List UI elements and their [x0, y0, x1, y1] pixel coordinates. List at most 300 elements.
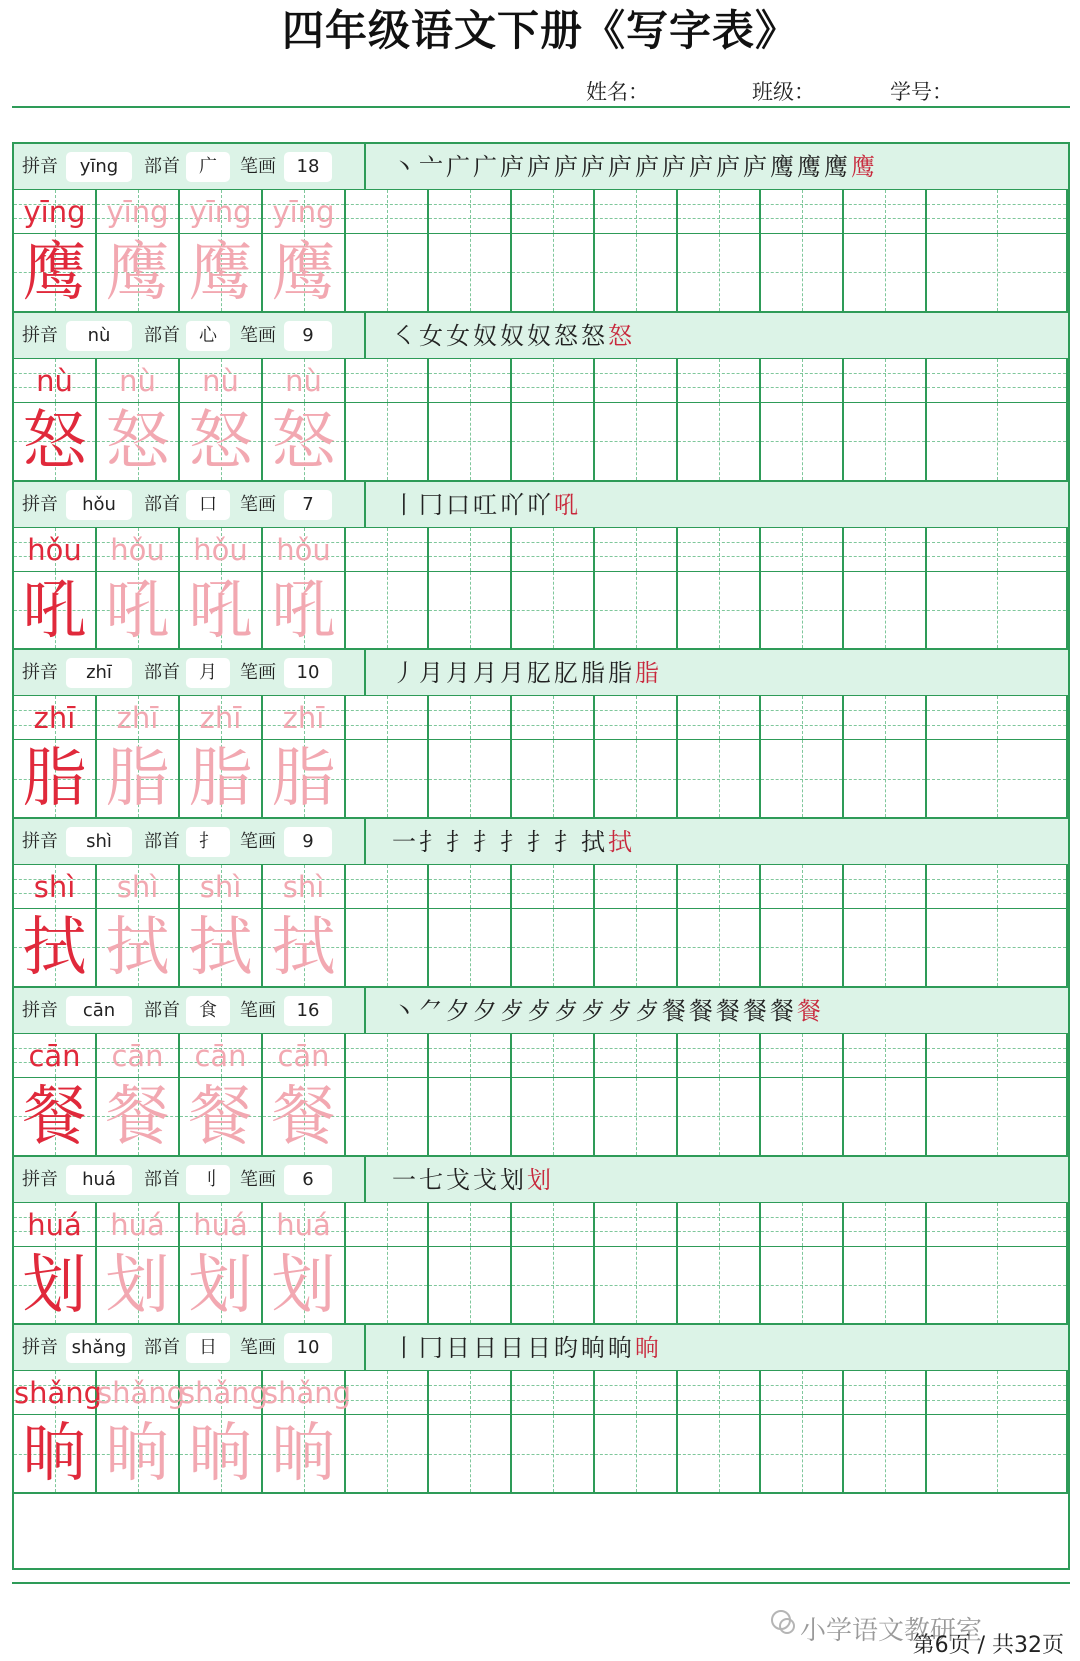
pinyin-cell [678, 1371, 761, 1414]
character-cell [429, 909, 512, 986]
pinyin-cell [761, 865, 844, 908]
character-model: 餐 [22, 1079, 87, 1154]
character-cell [429, 403, 512, 480]
stroke-step: 划 [500, 1165, 527, 1194]
character-trace: 拭 [188, 911, 253, 985]
character-cell [761, 403, 844, 480]
entry-header [14, 988, 1068, 1034]
entry-block [14, 988, 1068, 1157]
pinyin-trace: cān [277, 1038, 330, 1073]
character-cell [927, 234, 1068, 311]
pinyin-cell [97, 1034, 180, 1077]
pinyin-cell [14, 696, 97, 739]
stroke-step: 月 [473, 659, 500, 688]
stroke-step: 庐 [716, 153, 743, 181]
character-trace: 划 [271, 1248, 336, 1323]
pinyin-row [14, 1371, 1068, 1415]
pinyin-cell [927, 359, 1068, 402]
character-cell [927, 1078, 1068, 1155]
character-trace: 鹰 [105, 236, 170, 310]
pinyin-cell [180, 528, 263, 571]
pinyin-cell [346, 359, 429, 402]
header-divider [12, 106, 1070, 108]
strokes-value: 9 [284, 321, 332, 351]
stroke-step: 日 [473, 1334, 500, 1363]
pinyin-cell [429, 865, 512, 908]
pinyin-cell [180, 1034, 263, 1077]
stroke-step: 鹰 [797, 153, 824, 181]
entry-header [14, 482, 1068, 528]
character-model: 拭 [22, 911, 87, 985]
pinyin-cell [761, 696, 844, 739]
stroke-step: 丿 [392, 659, 419, 688]
stroke-step: 晌 [581, 1334, 608, 1363]
pinyin-cell [595, 1034, 678, 1077]
character-trace: 吼 [105, 573, 170, 648]
pinyin-cell [429, 359, 512, 402]
pinyin-cell [927, 1371, 1068, 1414]
strokes-label: 笔画 [240, 156, 276, 177]
character-trace: 划 [105, 1248, 170, 1323]
character-cell [927, 909, 1068, 986]
column-divider [364, 1325, 366, 1371]
character-cell [263, 572, 346, 649]
character-cell [678, 234, 761, 311]
character-cell [761, 572, 844, 649]
character-cell [429, 1078, 512, 1155]
pinyin-trace: nù [119, 363, 156, 398]
page-title: 四年级语文下册《写字表》 [281, 6, 798, 55]
character-cell [678, 1078, 761, 1155]
stroke-step: 脂 [581, 659, 608, 688]
stroke-step: 叿 [473, 490, 500, 519]
stroke-step: 女 [419, 321, 446, 350]
page-number: 第6页 / 共32页 [912, 1633, 1064, 1658]
pinyin-cell [844, 1034, 927, 1077]
stroke-order [392, 650, 662, 696]
stroke-step: 脂 [635, 659, 662, 688]
pinyin-cell [180, 696, 263, 739]
character-cell [429, 740, 512, 817]
character-cell [346, 909, 429, 986]
character-cell [844, 403, 927, 480]
pinyin-cell [180, 190, 263, 233]
character-cell [97, 1078, 180, 1155]
stroke-step: 奴 [500, 321, 527, 350]
stroke-step: 口 [446, 490, 473, 519]
stroke-step: 怒 [608, 321, 635, 350]
stroke-step: 划 [527, 1165, 554, 1194]
pinyin-cell [97, 1371, 186, 1414]
stroke-step: 庐 [662, 153, 689, 181]
pinyin-cell [97, 696, 180, 739]
pinyin-cell [678, 190, 761, 233]
pinyin-trace: yīng [272, 195, 335, 229]
pinyin-trace: zhī [199, 701, 242, 736]
pinyin-model: yīng [23, 195, 86, 229]
stroke-step: 日 [500, 1334, 527, 1363]
character-cell [678, 403, 761, 480]
pinyin-label: 拼音 [22, 156, 58, 177]
pinyin-cell [512, 865, 595, 908]
pinyin-cell [97, 528, 180, 571]
stroke-step: 怒 [554, 321, 581, 350]
radical-label: 部首 [144, 156, 180, 177]
character-model: 脂 [22, 742, 87, 817]
character-trace: 吼 [271, 573, 336, 648]
pinyin-label: 拼音 [22, 999, 58, 1021]
pinyin-cell [844, 1371, 927, 1414]
entry-block [14, 650, 1068, 819]
pinyin-trace: huá [276, 1207, 331, 1242]
character-cell [97, 740, 180, 817]
stroke-step: 怒 [581, 321, 608, 350]
entry-header [14, 1325, 1068, 1371]
pinyin-value: huá [66, 1165, 132, 1195]
character-model: 晌 [22, 1417, 87, 1492]
stroke-step: 七 [419, 1165, 446, 1194]
character-trace: 脂 [105, 742, 170, 817]
pinyin-cell [678, 1203, 761, 1246]
pinyin-cell [180, 359, 263, 402]
stroke-step: 庐 [608, 153, 635, 181]
stroke-step: 丶 [392, 153, 419, 181]
character-cell [512, 234, 595, 311]
radical-value: 刂 [186, 1165, 230, 1195]
character-cell [761, 909, 844, 986]
entry-header [14, 144, 1068, 190]
stroke-step: 奴 [527, 321, 554, 350]
pinyin-model: cān [28, 1038, 81, 1073]
class-label: 班级： [752, 80, 815, 104]
pinyin-label: 拼音 [22, 1337, 58, 1359]
stroke-step: 冂 [419, 490, 446, 519]
footer-divider [12, 1582, 1070, 1584]
character-trace: 拭 [105, 911, 170, 985]
pinyin-cell [512, 696, 595, 739]
stroke-step: 广 [473, 153, 500, 181]
pinyin-label: 拼音 [22, 662, 58, 684]
pinyin-trace: hǒu [276, 532, 331, 567]
stroke-order [392, 988, 824, 1034]
stroke-step: 庐 [581, 153, 608, 181]
character-cell [761, 1415, 844, 1492]
character-cell [97, 234, 180, 311]
character-cell [595, 572, 678, 649]
pinyin-cell [14, 359, 97, 402]
character-cell [678, 909, 761, 986]
pinyin-cell [595, 528, 678, 571]
pinyin-trace: cān [194, 1038, 247, 1073]
character-cell [595, 909, 678, 986]
pinyin-cell [14, 528, 97, 571]
character-cell [346, 1415, 429, 1492]
character-cell [346, 740, 429, 817]
pinyin-cell [761, 190, 844, 233]
character-cell [844, 1078, 927, 1155]
character-cell [595, 403, 678, 480]
pinyin-cell [346, 190, 429, 233]
character-cell [263, 1415, 346, 1492]
stroke-step: 拭 [581, 828, 608, 856]
pinyin-cell [97, 359, 180, 402]
character-cell [429, 234, 512, 311]
character-cell [346, 572, 429, 649]
character-cell [97, 572, 180, 649]
character-cell [844, 909, 927, 986]
character-model: 怒 [22, 404, 87, 479]
stroke-step: 餐 [797, 996, 824, 1025]
pinyin-cell [595, 1371, 678, 1414]
radical-value: 月 [186, 658, 230, 688]
character-row [14, 234, 1068, 313]
stroke-step: 拭 [608, 828, 635, 856]
pinyin-value: shì [66, 827, 132, 857]
strokes-value: 9 [284, 827, 332, 857]
pinyin-value: nù [66, 321, 132, 351]
pinyin-trace: huá [193, 1207, 248, 1242]
stroke-step: 庐 [743, 153, 770, 181]
character-cell [844, 572, 927, 649]
character-trace: 鹰 [188, 236, 253, 310]
character-cell [512, 403, 595, 480]
pinyin-cell [429, 1034, 512, 1077]
pinyin-cell [263, 1371, 352, 1414]
character-cell [263, 403, 346, 480]
character-cell [180, 740, 263, 817]
strokes-label: 笔画 [240, 662, 276, 684]
column-divider [364, 482, 366, 528]
pinyin-cell [927, 1034, 1068, 1077]
pinyin-cell [927, 1203, 1068, 1246]
stroke-step: ⺈ [419, 996, 446, 1025]
pinyin-cell [761, 359, 844, 402]
pinyin-cell [678, 528, 761, 571]
stroke-step: 女 [446, 321, 473, 350]
character-row [14, 1078, 1068, 1157]
pinyin-cell [595, 190, 678, 233]
character-cell [927, 740, 1068, 817]
character-model: 划 [22, 1248, 87, 1323]
pinyin-cell [761, 1371, 844, 1414]
stroke-step: 吖 [500, 490, 527, 519]
character-cell [180, 1415, 263, 1492]
radical-value: 扌 [186, 827, 230, 857]
radical-label: 部首 [144, 1337, 180, 1359]
pinyin-trace: huá [110, 1207, 165, 1242]
stroke-step: 歺 [608, 996, 635, 1025]
character-cell [346, 403, 429, 480]
entry-block [14, 1325, 1068, 1494]
pinyin-label: 拼音 [22, 324, 58, 346]
watermark: 小学语文教研室 [800, 1616, 983, 1646]
character-cell [761, 234, 844, 311]
stroke-order [392, 482, 581, 528]
strokes-label: 笔画 [240, 1168, 276, 1190]
character-row [14, 572, 1068, 651]
pinyin-trace: shì [116, 870, 159, 904]
character-cell [14, 1415, 97, 1492]
character-trace: 餐 [105, 1079, 170, 1154]
character-cell [97, 909, 180, 986]
character-cell [346, 1078, 429, 1155]
pinyin-cell [180, 1203, 263, 1246]
character-cell [180, 234, 263, 311]
pinyin-cell [346, 1034, 429, 1077]
pinyin-trace: zhī [116, 701, 159, 736]
character-cell [927, 572, 1068, 649]
stroke-step: 吼 [554, 490, 581, 519]
character-cell [14, 403, 97, 480]
radical-value: 广 [186, 152, 230, 182]
pinyin-cell [263, 190, 346, 233]
character-cell [678, 572, 761, 649]
pinyin-cell [844, 1203, 927, 1246]
entry-block [14, 1157, 1068, 1326]
pinyin-cell [429, 1371, 512, 1414]
character-cell [97, 1415, 180, 1492]
name-label: 姓名： [586, 80, 649, 104]
stroke-order [392, 1325, 662, 1371]
character-row [14, 740, 1068, 819]
pinyin-cell [595, 865, 678, 908]
character-row [14, 1247, 1068, 1326]
stroke-step: 扌 [446, 828, 473, 856]
stroke-step: 戈 [473, 1165, 500, 1194]
entry-block [14, 819, 1068, 988]
stroke-step: 丶 [392, 996, 419, 1025]
pinyin-trace: shǎng [263, 1376, 352, 1411]
character-cell [844, 1247, 927, 1324]
stroke-step: 鹰 [851, 153, 878, 181]
character-model: 吼 [22, 573, 87, 648]
stroke-step: 月 [446, 659, 473, 688]
character-cell [429, 572, 512, 649]
pinyin-cell [512, 1203, 595, 1246]
stroke-step: 歺 [554, 996, 581, 1025]
strokes-value: 10 [284, 1333, 332, 1363]
entry-block [14, 482, 1068, 651]
pinyin-cell [761, 1203, 844, 1246]
entry-header [14, 313, 1068, 359]
pinyin-value: yīng [66, 152, 132, 182]
pinyin-row [14, 1203, 1068, 1247]
pinyin-cell [844, 359, 927, 402]
pinyin-trace: zhī [282, 701, 325, 736]
strokes-label: 笔画 [240, 493, 276, 515]
character-cell [927, 403, 1068, 480]
pinyin-cell [14, 865, 97, 908]
strokes-value: 18 [284, 152, 332, 182]
character-cell [844, 234, 927, 311]
character-trace: 怒 [105, 404, 170, 479]
stroke-step: 扌 [473, 828, 500, 856]
stroke-step: 歺 [581, 996, 608, 1025]
column-divider [364, 988, 366, 1034]
radical-value: 心 [186, 321, 230, 351]
pinyin-cell [263, 1034, 346, 1077]
strokes-label: 笔画 [240, 324, 276, 346]
stroke-step: 一 [392, 1165, 419, 1194]
column-divider [364, 144, 366, 190]
strokes-value: 16 [284, 996, 332, 1026]
pinyin-cell [927, 528, 1068, 571]
stroke-step: 月 [419, 659, 446, 688]
pinyin-cell [927, 190, 1068, 233]
character-cell [512, 1247, 595, 1324]
pinyin-trace: shì [199, 870, 242, 904]
radical-label: 部首 [144, 831, 180, 852]
character-cell [844, 740, 927, 817]
pinyin-cell [263, 696, 346, 739]
stroke-order [392, 144, 878, 190]
pinyin-trace: nù [285, 363, 322, 398]
pinyin-model: nù [36, 363, 73, 398]
character-cell [761, 1078, 844, 1155]
pinyin-trace: cān [111, 1038, 164, 1073]
pinyin-cell [346, 865, 429, 908]
stroke-step: 晌 [635, 1334, 662, 1363]
stroke-step: 丨 [392, 1334, 419, 1363]
column-divider [364, 313, 366, 359]
pinyin-label: 拼音 [22, 831, 58, 852]
wechat-icon [770, 1604, 796, 1640]
character-cell [14, 572, 97, 649]
character-cell [429, 1415, 512, 1492]
stroke-step: 鹰 [770, 153, 797, 181]
stroke-step: 肊 [554, 659, 581, 688]
pinyin-cell [512, 528, 595, 571]
character-cell [346, 1247, 429, 1324]
pinyin-cell [14, 1203, 97, 1246]
character-trace: 划 [188, 1248, 253, 1323]
pinyin-cell [346, 696, 429, 739]
pinyin-cell [512, 190, 595, 233]
pinyin-cell [678, 1034, 761, 1077]
character-cell [844, 1415, 927, 1492]
pinyin-trace: hǒu [193, 532, 248, 567]
stroke-step: 庐 [500, 153, 527, 181]
radical-value: 日 [186, 1333, 230, 1363]
character-cell [595, 1415, 678, 1492]
stroke-step: 庐 [689, 153, 716, 181]
student-id-label: 学号： [890, 80, 953, 104]
character-trace: 鹰 [271, 236, 336, 310]
radical-label: 部首 [144, 324, 180, 346]
stroke-step: 夕 [446, 996, 473, 1025]
stroke-step: 扌 [554, 828, 581, 856]
pinyin-value: zhī [66, 658, 132, 688]
character-cell [927, 1247, 1068, 1324]
stroke-step: 奴 [473, 321, 500, 350]
stroke-step: 冂 [419, 1334, 446, 1363]
pinyin-cell [429, 696, 512, 739]
pinyin-cell [595, 1203, 678, 1246]
pinyin-cell [263, 359, 346, 402]
pinyin-cell [927, 865, 1068, 908]
character-cell [14, 1247, 97, 1324]
stroke-order [392, 1157, 554, 1203]
pinyin-cell [678, 865, 761, 908]
pinyin-cell [761, 1034, 844, 1077]
pinyin-cell [346, 1203, 429, 1246]
character-cell [595, 1078, 678, 1155]
character-cell [346, 234, 429, 311]
character-cell [512, 909, 595, 986]
character-cell [761, 740, 844, 817]
pinyin-cell [263, 1203, 346, 1246]
stroke-step: 日 [446, 1334, 473, 1363]
